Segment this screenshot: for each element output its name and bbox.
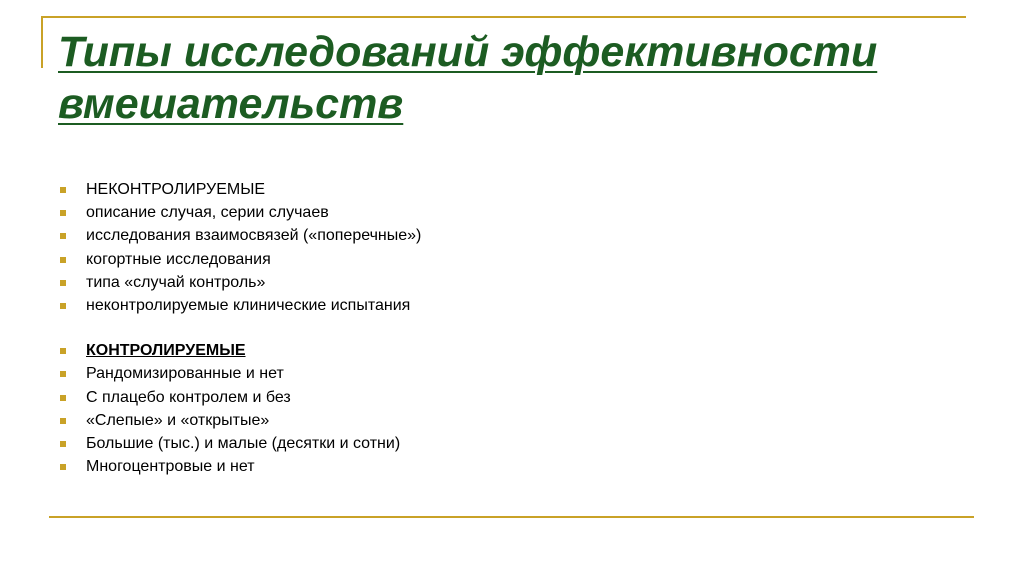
list-item: С плацебо контролем и без (58, 386, 421, 409)
list-item: НЕКОНТРОЛИРУЕМЫЕ (58, 178, 421, 201)
list-item-heading: КОНТРОЛИРУЕМЫЕ (58, 339, 421, 362)
square-bullet-icon (60, 418, 66, 424)
list-item: Рандомизированные и нет (58, 362, 421, 385)
square-bullet-icon (60, 395, 66, 401)
square-bullet-icon (60, 233, 66, 239)
square-bullet-icon (60, 187, 66, 193)
slide-title (58, 26, 958, 130)
square-bullet-icon (60, 303, 66, 309)
title-line-1: Типы исследований эффективности (58, 28, 878, 76)
square-bullet-icon (60, 210, 66, 216)
list-item: неконтролируемые клинические испытания (58, 294, 421, 317)
bullet-list (58, 178, 421, 478)
list-item: исследования взаимосвязей («поперечные») (58, 224, 421, 247)
list-item: типа «случай контроль» (58, 271, 421, 294)
square-bullet-icon (60, 348, 66, 354)
square-bullet-icon (60, 280, 66, 286)
square-bullet-icon (60, 371, 66, 377)
list-item: когортные исследования (58, 248, 421, 271)
top-divider (41, 16, 966, 18)
bottom-divider (49, 516, 974, 518)
square-bullet-icon (60, 464, 66, 470)
list-item: «Слепые» и «открытые» (58, 409, 421, 432)
list-item: описание случая, серии случаев (58, 201, 421, 224)
left-divider (41, 16, 43, 68)
list-item: Большие (тыс.) и малые (десятки и сотни) (58, 432, 421, 455)
square-bullet-icon (60, 441, 66, 447)
square-bullet-icon (60, 257, 66, 263)
list-spacer (58, 317, 421, 339)
title-line-2: вмешательств (58, 80, 404, 128)
list-item: Многоцентровые и нет (58, 455, 421, 478)
